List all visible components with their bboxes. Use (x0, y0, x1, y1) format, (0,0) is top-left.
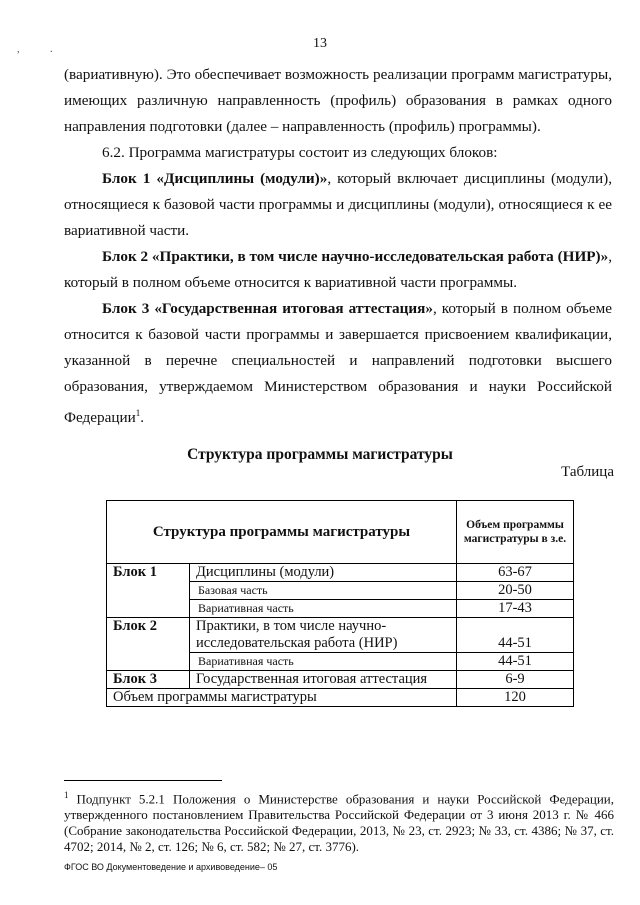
table-title: Структура программы магистратуры (187, 446, 453, 463)
block-cell: Блок 3 (107, 671, 190, 689)
header-volume: Объем программы магистратуры в з.е. (457, 501, 574, 564)
block-2-text: , который в полном объеме относится к вариативной части программы. (64, 248, 612, 291)
header-structure: Структура программы магистратуры (107, 501, 457, 564)
block-3-text: , который в полном объеме относится к базовой части программы и завершается присвоением квалификации, указанной в перечне специальностей и направлений подготовки высшего образования, утверждаемом Министерством образования и науки Российской Федерации (64, 300, 612, 427)
page-footer: ФГОС ВО Документоведение и архивоведение– 05 (64, 862, 278, 872)
row-value: 20-50 (457, 582, 574, 600)
row-name: Государственная итоговая аттестация (190, 671, 457, 689)
row-name: Дисциплины (модули) (190, 564, 457, 582)
block-1-text: , который включает дисциплины (модули), относящиеся к базовой части программы и дисциплины (модули), относящиеся к ее вариативной части. (64, 170, 612, 239)
footnote (64, 787, 614, 855)
row-name: Вариативная часть (190, 653, 457, 671)
paragraph-block-2 (64, 244, 612, 296)
table-total-row (107, 689, 574, 707)
block-1-title: Блок 1 «Дисциплины (модули)» (102, 170, 328, 187)
row-name: Практики, в том числе научно-исследовательская работа (НИР) (190, 618, 457, 653)
paragraph-2: 6.2. Программа магистратуры состоит из следующих блоков: (102, 144, 498, 161)
footnote-divider (64, 780, 222, 781)
total-value: 120 (457, 689, 574, 707)
table-row (107, 671, 574, 689)
block-3-title: Блок 3 «Государственная итоговая аттестация» (102, 300, 433, 317)
footnote-marker: 1 (64, 790, 69, 800)
row-value: 44-51 (457, 618, 574, 653)
row-name: Вариативная часть (190, 600, 457, 618)
paragraph-1: (вариативную). Это обеспечивает возможность реализации программ магистратуры, имеющих различную направленность (профиль) образования в рамках одного направления подготовки (далее – направленность (профиль) программы). (64, 66, 612, 135)
scan-mark-right: . (50, 44, 53, 55)
block-cell: Блок 1 (107, 564, 190, 618)
table-header-row (107, 501, 574, 564)
row-value: 63-67 (457, 564, 574, 582)
table-label: Таблица (561, 464, 614, 480)
page-number: 13 (313, 36, 327, 51)
total-label: Объем программы магистратуры (107, 689, 457, 707)
paragraph-block-1 (64, 166, 612, 244)
paragraph-block-3 (64, 296, 612, 431)
table-row (107, 564, 574, 582)
footnote-ref[interactable]: 1 (135, 408, 141, 418)
row-name: Базовая часть (190, 582, 457, 600)
block-2-title: Блок 2 «Практики, в том числе научно-исследовательская работа (НИР)» (102, 248, 609, 265)
row-value: 17-43 (457, 600, 574, 618)
row-value: 6-9 (457, 671, 574, 689)
block-3-end: . (140, 409, 145, 427)
footnote-text: Подпункт 5.2.1 Положения о Министерстве образования и науки Российской Федерации, утвержденного постановлением Правительства Российской Федерации от 3 июня 2013 г. № 466 (Собрание законодательства Российской Федерации, 2013, № 23, ст. 2923; № 33, ст. 4386; № 37, ст. 4702; 2014, № 2, ст. 126; № 6, ст. 582; № 27, ст. 3776). (64, 791, 614, 855)
program-structure-table (106, 500, 574, 707)
block-cell: Блок 2 (107, 618, 190, 671)
scan-mark-left: , (17, 44, 20, 55)
table-row (107, 618, 574, 653)
row-value: 44-51 (457, 653, 574, 671)
